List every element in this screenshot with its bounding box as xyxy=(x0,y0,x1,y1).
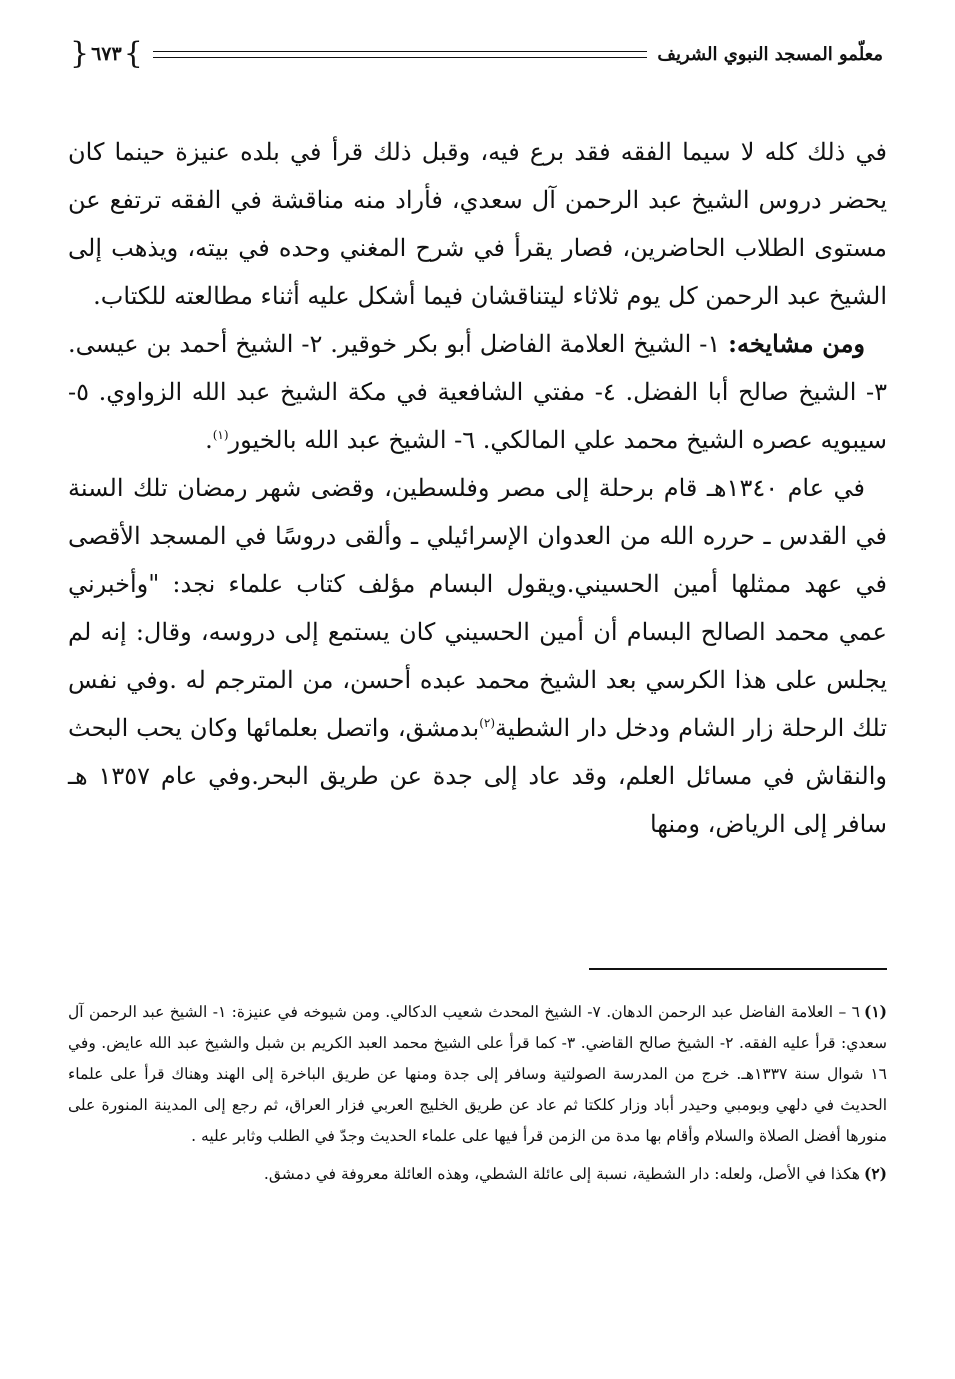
footnote-1-mark: (١) xyxy=(863,1002,887,1021)
footnote-1-text: ٦ – العلامة الفاضل عبد الرحمن الدهان. ٧- الشيخ المحدث شعيب الدكالي. ومن شيوخه في عنيزة: ١- الشيخ عبد الرحمن آل سعدي: قرأ عليه الفقه. ٢- الشيخ صالح القاضي. ٣- كما قرأ على الشيخ محمد العبد الكريم بن شبل والشيخ عبد الله عايض. وفي ١٦ شوال سنة ١٣٣٧هـ. خرج من المدرسة الصولتية وسافر إلى جدة ومنها عن طريق الباخرة إلى الهند وهناك قرأ على علماء الحديث في دلهي وبومبي وحيدر أباد وزار كلكتا ثم عاد عن طريق الخليج العربي فزار العراق، ثم رجع إلى المدينة المنورة على منورها أفضل الصلاة والسلام وأقام بها مدة من الزمن قرأ فيها على علماء الحديث وجدّ في الطلب وثابر عليه . xyxy=(68,1003,888,1145)
footnotes xyxy=(68,996,887,1196)
footnote-2-text: هكذا في الأصل، ولعله: دار الشطية، نسبة إلى عائلة الشطي، وهذه العائلة معروفة في دمشق. xyxy=(263,1165,860,1183)
footnote-2 xyxy=(68,1158,887,1190)
footnote-ref-1[interactable]: (١) xyxy=(212,428,229,442)
paragraph-2-lead: ومن مشايخه: xyxy=(728,329,866,358)
page-number xyxy=(62,36,151,71)
page-number-value: ٦٧٣ xyxy=(91,43,122,65)
footnote-separator xyxy=(589,968,887,970)
running-header xyxy=(62,34,883,74)
footnote-2-mark: (٢) xyxy=(863,1164,887,1183)
paragraph-2-text: ١- الشيخ العلامة الفاضل أبو بكر خوقير. ٢- الشيخ أحمد بن عيسى. ٣- الشيخ صالح أبا الفضل. ٤- مفتي الشافعية في مكة الشيخ عبد الله الزواوي. ٥- سيبويه عصره الشيخ محمد علي المالكي. ٦- الشيخ عبد الله بالخيور xyxy=(68,330,887,454)
paragraph-3-part-a: في عام ١٣٤٠هـ قام برحلة إلى مصر وفلسطين، وقضى شهر رمضان تلك السنة في القدس ـ حرره الله من العدوان الإسرائيلي ـ وألقى دروسًا في المسجد الأقصى في عهد ممثلها أمين الحسيني.ويقول البسام مؤلف كتاب علماء نجد: "وأخبرني عمي محمد الصالح البسام أن أمين الحسيني كان يستمع إلى دروسه، وقال: إنه لم يجلس على هذا الكرسي بعد الشيخ محمد عبده أحسن، من المترجم له .وفي نفس تلك الرحلة زار الشام ودخل دار الشطية xyxy=(68,474,888,742)
paragraph-3 xyxy=(68,464,887,848)
paragraph-2 xyxy=(68,320,887,464)
footnote-ref-2[interactable]: (٢) xyxy=(479,716,496,730)
header-double-rule xyxy=(153,51,648,58)
page-number-open-brace: } xyxy=(123,36,143,71)
paragraph-3-part-b: بدمشق، واتصل بعلمائها وكان يحب البحث والنقاش في مسائل العلم، وقد عاد إلى جدة عن طريق البحر.وفي عام ١٣٥٧ هـ سافر إلى الرياض، ومنها xyxy=(68,714,887,838)
paragraph-2-end: . xyxy=(205,426,213,454)
footnote-1 xyxy=(68,996,887,1152)
main-text xyxy=(68,128,887,848)
running-header-title: معلّمو المسجد النبوي الشريف xyxy=(657,43,883,65)
page-number-close-brace: { xyxy=(70,36,90,71)
paragraph-1: في ذلك كله لا سيما الفقه فقد برع فيه، وقبل ذلك قرأ في بلده عنيزة حينما كان يحضر دروس الشيخ عبد الرحمن آل سعدي، فأراد منه مناقشة في الفقه ترتفع عن مستوى الطلاب الحاضرين، فصار يقرأ في شرح المغني وحده في بيته، ويذهب إلى الشيخ عبد الرحمن كل يوم ثلاثاء ليتناقشان فيما أشكل عليه أثناء مطالعته للكتاب. xyxy=(68,138,887,310)
